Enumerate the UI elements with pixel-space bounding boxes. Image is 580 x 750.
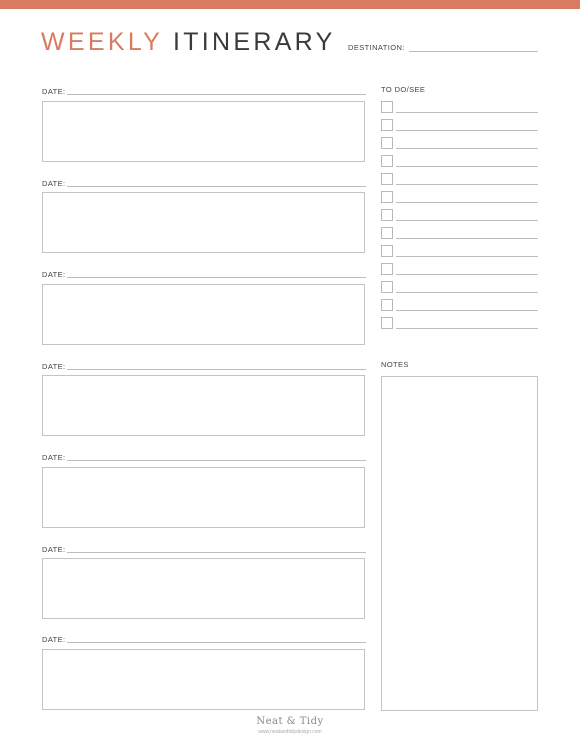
day-4-date-field[interactable] — [67, 369, 366, 370]
day-5-date-label: DATE: — [42, 453, 66, 462]
footer-brand-logo: Neat & Tidy — [256, 716, 324, 727]
todo-item-field[interactable] — [396, 274, 538, 275]
todo-checkbox[interactable] — [381, 101, 393, 113]
page-title — [41, 30, 336, 55]
todo-checkbox[interactable] — [381, 263, 393, 275]
todo-item-field[interactable] — [396, 328, 538, 329]
day-1-notes-box[interactable] — [42, 101, 365, 162]
day-3-date-field[interactable] — [67, 277, 366, 278]
todo-item-field[interactable] — [396, 112, 538, 113]
todo-checkbox[interactable] — [381, 281, 393, 293]
todo-item-field[interactable] — [396, 166, 538, 167]
day-7-notes-box[interactable] — [42, 649, 365, 710]
destination-field[interactable] — [409, 51, 538, 52]
day-7-date-field[interactable] — [67, 642, 366, 643]
todo-item-field[interactable] — [396, 202, 538, 203]
todo-heading: TO DO/SEE — [381, 85, 426, 94]
day-6-date-field[interactable] — [67, 552, 366, 553]
day-6-date-label: DATE: — [42, 545, 66, 554]
todo-item-field[interactable] — [396, 220, 538, 221]
day-3-date-label: DATE: — [42, 270, 66, 279]
todo-checkbox[interactable] — [381, 209, 393, 221]
notes-heading: NOTES — [381, 360, 409, 369]
todo-checkbox[interactable] — [381, 245, 393, 257]
destination-label: DESTINATION: — [348, 43, 405, 52]
todo-checkbox[interactable] — [381, 173, 393, 185]
day-6-notes-box[interactable] — [42, 558, 365, 619]
todo-checkbox[interactable] — [381, 137, 393, 149]
todo-checkbox[interactable] — [381, 227, 393, 239]
todo-item-field[interactable] — [396, 256, 538, 257]
title-word-weekly: WEEKLY — [41, 28, 163, 56]
day-1-date-field[interactable] — [67, 94, 366, 95]
day-2-date-field[interactable] — [67, 186, 366, 187]
notes-area[interactable] — [381, 376, 538, 711]
todo-item-field[interactable] — [396, 238, 538, 239]
day-4-date-label: DATE: — [42, 362, 66, 371]
day-7-date-label: DATE: — [42, 635, 66, 644]
day-3-notes-box[interactable] — [42, 284, 365, 345]
todo-checkbox[interactable] — [381, 299, 393, 311]
todo-item-field[interactable] — [396, 310, 538, 311]
todo-checkbox[interactable] — [381, 191, 393, 203]
day-4-notes-box[interactable] — [42, 375, 365, 436]
todo-checkbox[interactable] — [381, 155, 393, 167]
day-5-date-field[interactable] — [67, 460, 366, 461]
top-accent-bar — [0, 0, 580, 9]
todo-checkbox[interactable] — [381, 119, 393, 131]
day-1-date-label: DATE: — [42, 87, 66, 96]
day-5-notes-box[interactable] — [42, 467, 365, 528]
todo-item-field[interactable] — [396, 130, 538, 131]
day-2-date-label: DATE: — [42, 179, 66, 188]
title-word-itinerary: ITINERARY — [172, 28, 336, 56]
todo-item-field[interactable] — [396, 292, 538, 293]
todo-item-field[interactable] — [396, 184, 538, 185]
day-2-notes-box[interactable] — [42, 192, 365, 253]
todo-item-field[interactable] — [396, 148, 538, 149]
todo-checkbox[interactable] — [381, 317, 393, 329]
footer-url: www.neatandtidydesign.com — [258, 729, 322, 735]
